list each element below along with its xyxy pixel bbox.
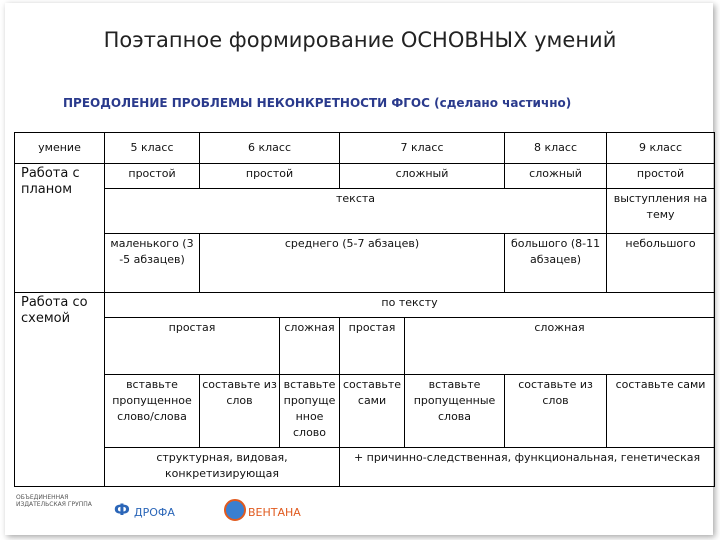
header-cell-skill: умение <box>15 133 105 164</box>
table-cell: сложный <box>340 164 505 189</box>
table-row <box>15 234 715 293</box>
publisher-group-text: ОБЪЕДИНЕННАЯ ИЗДАТЕЛЬСКАЯ ГРУППА <box>16 494 92 508</box>
table-cell: структурная, видовая, конкретизирующая <box>105 448 340 487</box>
table-cell: составьте сами <box>607 375 715 448</box>
table-cell: простая <box>340 318 405 375</box>
header-cell-grade9: 9 класс <box>607 133 715 164</box>
table-cell: + причинно-следственная, функциональная, генетическая <box>340 448 715 487</box>
table-cell: среднего (5-7 абзацев) <box>200 234 505 293</box>
slide-subtitle: ПРЕОДОЛЕНИЕ ПРОБЛЕМЫ НЕКОНКРЕТНОСТИ ФГОС (сделано частично) <box>63 96 572 110</box>
table-cell: сложная <box>405 318 715 375</box>
table-cell: сложная <box>280 318 340 375</box>
header-cell-grade8: 8 класс <box>505 133 607 164</box>
table-cell: составьте из слов <box>505 375 607 448</box>
table-cell: большого (8-11 абзацев) <box>505 234 607 293</box>
drofa-logo-icon: Ф <box>114 500 130 519</box>
table-cell: небольшого <box>607 234 715 293</box>
table-row <box>15 164 715 189</box>
table-row <box>15 318 715 375</box>
table-row <box>15 448 715 487</box>
table-cell: маленького (3 -5 абзацев) <box>105 234 200 293</box>
drofa-logo-word: ДРОФА <box>134 506 175 519</box>
table-cell: сложный <box>505 164 607 189</box>
table-cell: вставьте пропущенное слово/слова <box>105 375 200 448</box>
skill-scheme: Работа со схемой <box>15 293 105 487</box>
publisher-logos <box>16 494 306 534</box>
table-cell: вставьте пропуще нное слово <box>280 375 340 448</box>
ventana-logo-icon <box>224 499 246 521</box>
table-cell: вставьте пропущенные слова <box>405 375 505 448</box>
table-cell: составьте сами <box>340 375 405 448</box>
header-cell-grade6: 6 класс <box>200 133 340 164</box>
table-cell: простой <box>105 164 200 189</box>
header-cell-grade7: 7 класс <box>340 133 505 164</box>
table-row <box>15 375 715 448</box>
slide-title: Поэтапное формирование ОСНОВНЫХ умений <box>103 28 617 52</box>
table-cell: составьте из слов <box>200 375 280 448</box>
ventana-logo-word: ВЕНТАНА <box>248 506 301 519</box>
header-cell-grade5: 5 класс <box>105 133 200 164</box>
table-cell: текста <box>105 189 607 234</box>
table-cell: по тексту <box>105 293 715 318</box>
table-header-row <box>15 133 715 164</box>
table-row <box>15 293 715 318</box>
table-row <box>15 189 715 234</box>
table-cell: выступления на тему <box>607 189 715 234</box>
skill-plan: Работа с планом <box>15 164 105 293</box>
table-cell: простой <box>200 164 340 189</box>
skills-table <box>14 132 715 487</box>
table-cell: простая <box>105 318 280 375</box>
table-cell: простой <box>607 164 715 189</box>
